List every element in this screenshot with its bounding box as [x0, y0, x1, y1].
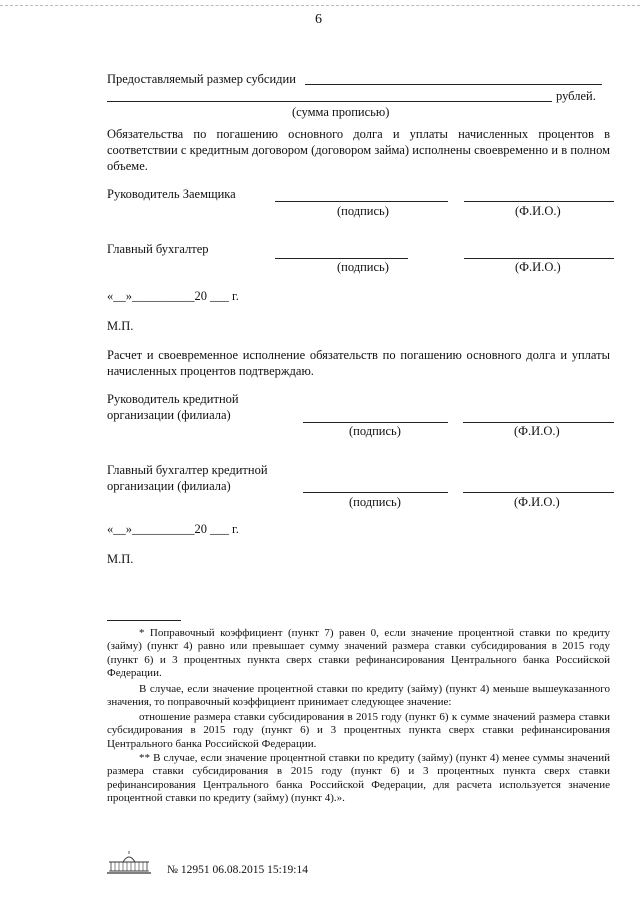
borrower-head-name-caption: (Ф.И.О.) — [515, 204, 561, 218]
bank-chief-accountant-signature-caption: (подпись) — [349, 495, 401, 509]
stamp-place-1: М.П. — [107, 319, 134, 333]
scan-edge-line — [0, 5, 640, 6]
borrower-head-name-line — [464, 201, 614, 202]
borrower-head-signature-caption: (подпись) — [337, 204, 389, 218]
subsidy-currency: рублей. — [556, 89, 596, 103]
borrower-head-signature-line — [275, 201, 448, 202]
date-line-2: «__»__________20 ___ г. — [107, 522, 239, 536]
bank-head-name-line — [463, 422, 614, 423]
borrower-head-label: Руководитель Заемщика — [107, 187, 236, 201]
confirmation-paragraph: Расчет и своевременное исполнение обязательств по погашению основного долга и уплаты начисленных процентов подтверждаю. — [107, 348, 610, 378]
subsidy-amount-line-2 — [107, 101, 552, 102]
bank-chief-accountant-name-line — [463, 492, 614, 493]
stamp-place-2: М.П. — [107, 552, 134, 566]
chief-accountant-signature-caption: (подпись) — [337, 260, 389, 274]
bank-head-signature-caption: (подпись) — [349, 424, 401, 438]
chief-accountant-signature-line — [275, 258, 408, 259]
bank-head-label: Руководитель кредитной организации (филиала) — [107, 392, 239, 422]
subsidy-label: Предоставляемый размер субсидии — [107, 72, 296, 86]
chief-accountant-name-line — [464, 258, 614, 259]
date-line-1: «__»__________20 ___ г. — [107, 289, 239, 303]
subsidy-caption: (сумма прописью) — [292, 105, 390, 119]
page-number: 6 — [315, 12, 322, 27]
footnote-separator — [107, 620, 181, 621]
bank-head-name-caption: (Ф.И.О.) — [514, 424, 560, 438]
obligations-paragraph: Обязательства по погашению основного долга и уплаты начисленных процентов в соответствии с кредитным договором (договором займа) исполнены своевременно и в полном объеме. — [107, 127, 610, 173]
chief-accountant-label: Главный бухгалтер — [107, 242, 209, 256]
footnote-2: В случае, если значение процентной ставки по кредиту (займу) (пункт 4) меньше вышеуказанного значения, то поправочный коэффициент принимает следующее значение: — [107, 683, 610, 709]
footnote-3: отношение размера ставки субсидирования в 2015 году (пункт 6) к сумме значений размера ставки субсидирования в 2015 году (пункт 6) и 3 процентных пункта сверх ставки рефинансирования Центрального банка Российской Федерации. — [107, 711, 610, 750]
building-logo-icon — [103, 850, 155, 876]
bank-chief-accountant-name-caption: (Ф.И.О.) — [514, 495, 560, 509]
registration-stamp: № 12951 06.08.2015 15:19:14 — [167, 864, 308, 876]
footnote-1: * Поправочный коэффициент (пункт 7) равен 0, если значение процентной ставки по кредиту (займу) (пункт 4) равно или превышает сумму значений размера ставки субсидирования в 2015 году (пункт 6) и 3 процентных пункта сверх ставки рефинансирования Центрального банка Российской Федерации. — [107, 627, 610, 679]
subsidy-amount-line — [305, 84, 602, 85]
bank-chief-accountant-signature-line — [303, 492, 448, 493]
bank-head-signature-line — [303, 422, 448, 423]
footnote-4: ** В случае, если значение процентной ставки по кредиту (займу) (пункт 4) менее суммы значений размера ставки субсидирования в 2015 году (пункт 6) и 3 процентных пункта сверх ставки рефинансирования Центрального банка Российской Федерации, для расчета используется значение процентной ставки по кредиту (займу) (пункт 4).». — [107, 752, 610, 804]
chief-accountant-name-caption: (Ф.И.О.) — [515, 260, 561, 274]
bank-chief-accountant-label: Главный бухгалтер кредитной организации (филиала) — [107, 463, 268, 493]
